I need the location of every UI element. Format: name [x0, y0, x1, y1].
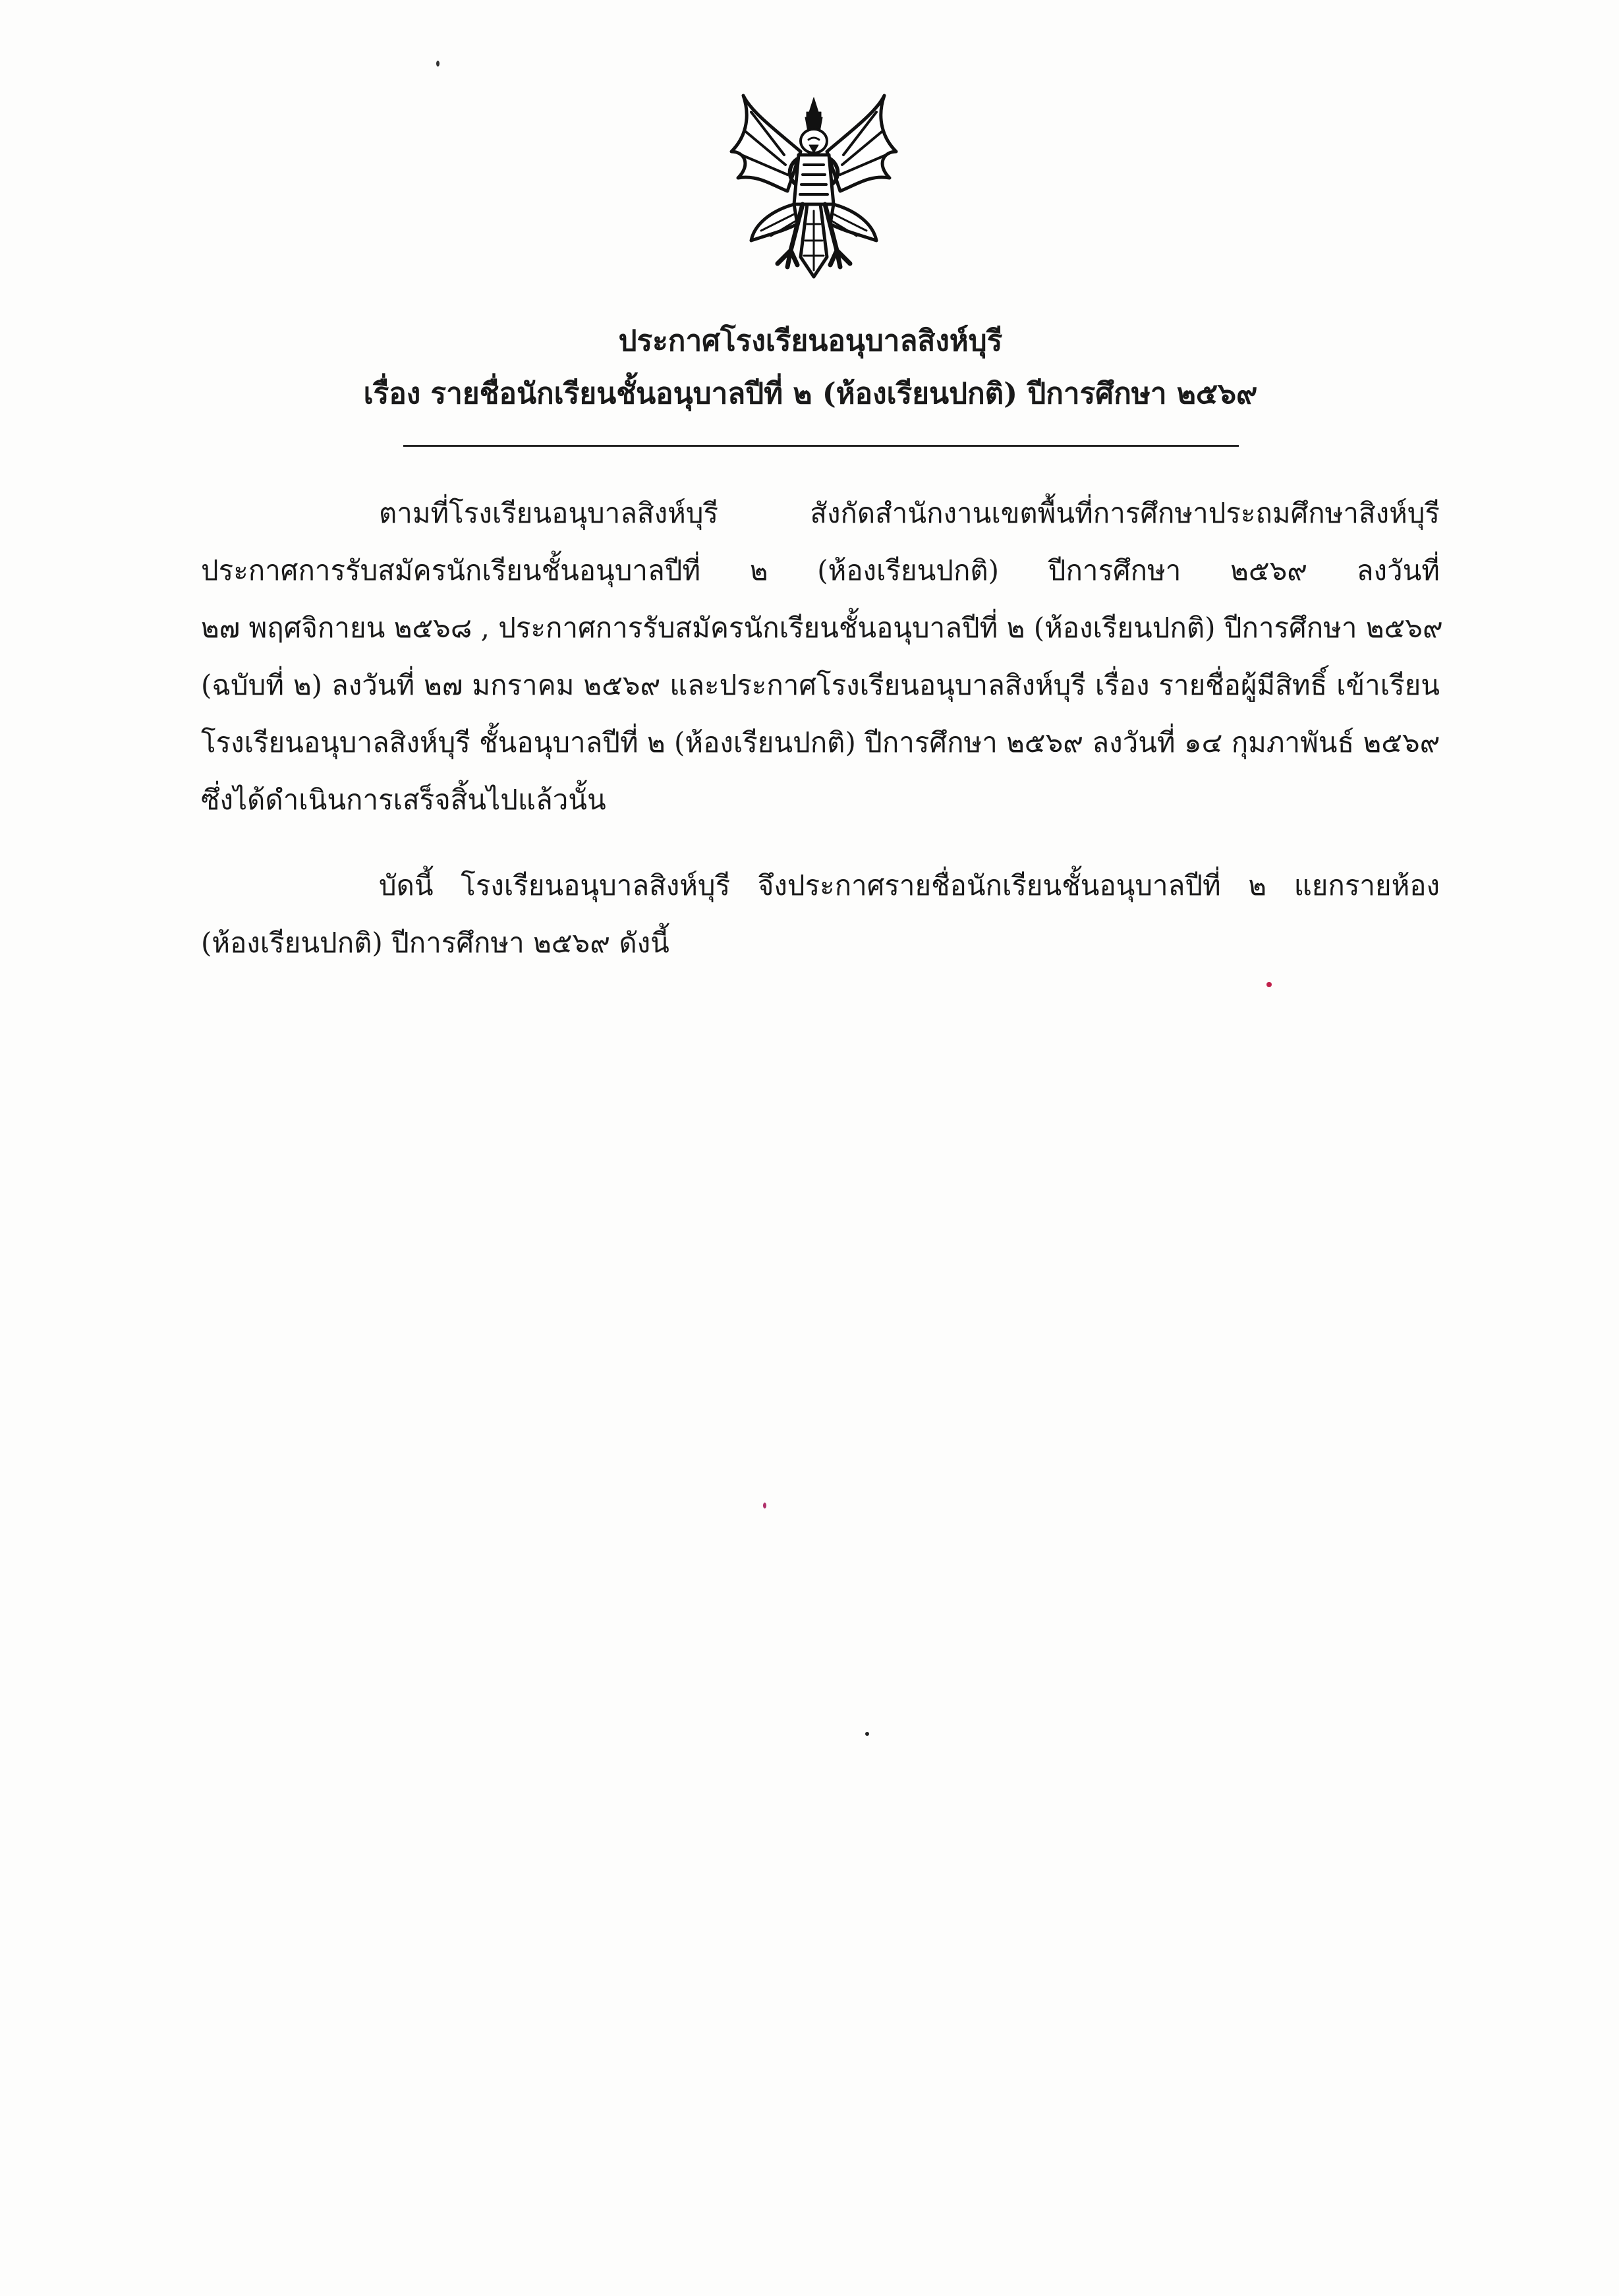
scan-speck	[436, 61, 440, 67]
announcement-subject: เรื่อง รายชื่อนักเรียนชั้นอนุบาลปีที่ ๒ (ห้องเรียนปกติ) ปีการศึกษา ๒๕๖๙	[363, 377, 1258, 411]
scan-speck	[865, 1732, 869, 1736]
body-paragraph-2	[201, 857, 1440, 971]
paragraph-line: ซึ่งได้ดำเนินการเสร็จสิ้นไปแล้วนั้น	[201, 784, 606, 816]
page-title: ประกาศโรงเรียนอนุบาลสิงห์บุรี	[618, 324, 1003, 358]
paragraph-line: ๒๗ พฤศจิกายน ๒๕๖๘ , ประกาศการรับสมัครนักเรียนชั้นอนุบาลปีที่ ๒ (ห้องเรียนปกติ) ปีการศึกษา ๒๕๖๙	[201, 612, 1443, 644]
paragraph-line: โรงเรียนอนุบาลสิงห์บุรี ชั้นอนุบาลปีที่ ๒ (ห้องเรียนปกติ) ปีการศึกษา ๒๕๖๙ ลงวันที่ ๑๔ กุมภาพันธ์ ๒๕๖๙	[201, 726, 1440, 759]
paragraph-line: (ฉบับที่ ๒) ลงวันที่ ๒๗ มกราคม ๒๕๖๙ และประกาศโรงเรียนอนุบาลสิงห์บุรี เรื่อง รายชื่อผู้มีสิทธิ์ เข้าเรียน	[201, 669, 1440, 701]
scan-speck	[1266, 982, 1272, 987]
paragraph-line: บัดนี้ โรงเรียนอนุบาลสิงห์บุรี จึงประกาศรายชื่อนักเรียนชั้นอนุบาลปีที่ ๒ แยกรายห้อง	[379, 869, 1440, 902]
garuda-emblem-icon	[725, 92, 903, 283]
scan-speck	[763, 1503, 766, 1508]
body-paragraph-1	[201, 484, 1443, 828]
title-divider	[403, 445, 1239, 447]
paragraph-line: (ห้องเรียนปกติ) ปีการศึกษา ๒๕๖๙ ดังนี้	[201, 927, 669, 959]
paragraph-line: ประกาศการรับสมัครนักเรียนชั้นอนุบาลปีที่ ๒ (ห้องเรียนปกติ) ปีการศึกษา ๒๕๖๙ ลงวันที่	[201, 554, 1440, 587]
paragraph-line: ตามที่โรงเรียนอนุบาลสิงห์บุรี สังกัดสำนักงานเขตพื้นที่การศึกษาประถมศึกษาสิงห์บุรี	[379, 497, 1440, 529]
